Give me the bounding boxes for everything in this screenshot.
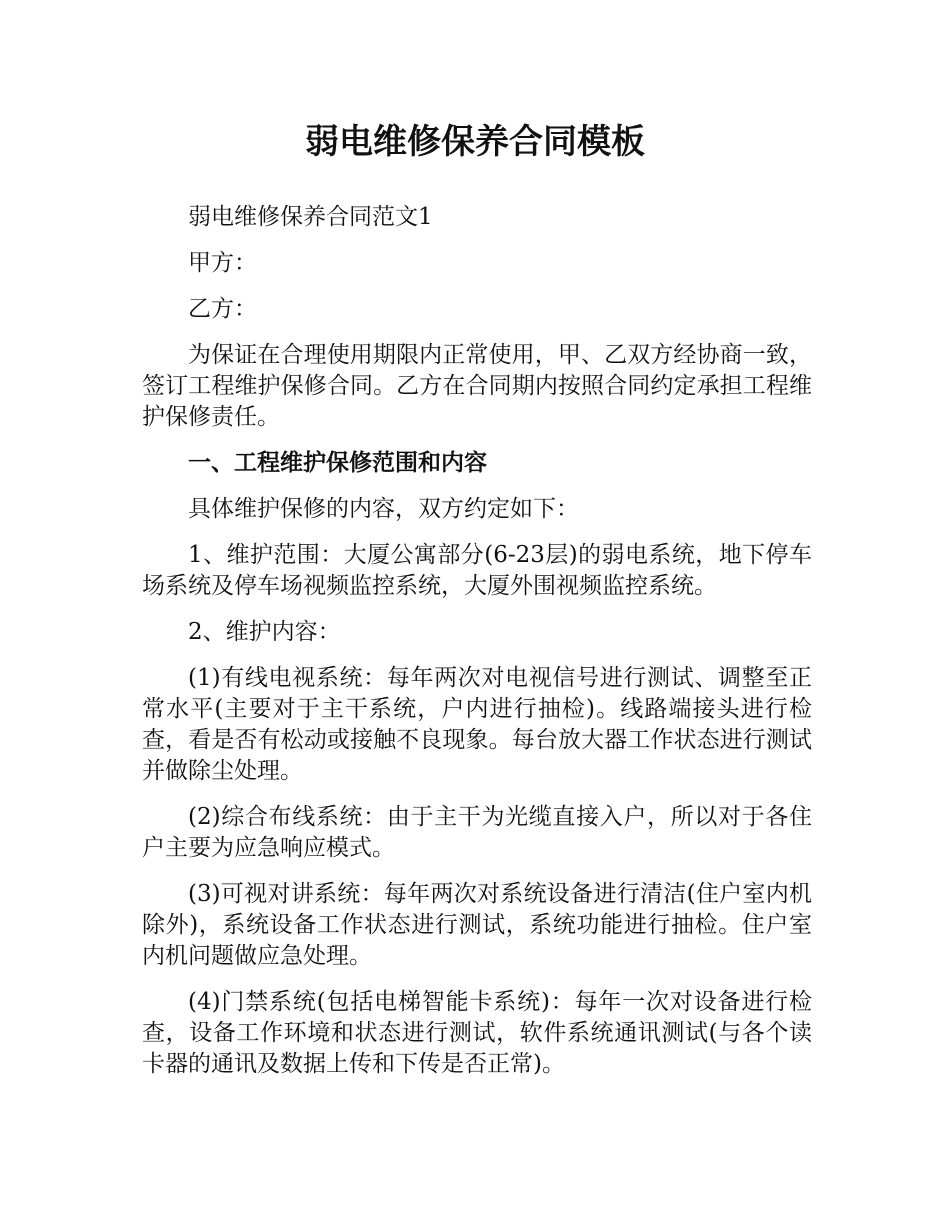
section-heading: 一、工程维护保修范围和内容 [188, 450, 487, 476]
subtitle-paragraph: 弱电维修保养合同范文1 [188, 204, 433, 230]
document-title: 弱电维修保养合同模板 [305, 122, 645, 162]
content-intro-paragraph: 具体维护保修的内容，双方约定如下： [188, 496, 579, 522]
intercom-paragraph: (3)可视对讲系统：每年两次对系统设备进行清洁(住户室内机除外)，系统设备工作状态进行测试，系统功能进行抽检。住户室内机问题做应急处理。 [142, 881, 812, 969]
access-control-paragraph: (4)门禁系统(包括电梯智能卡系统)：每年一次对设备进行检查，设备工作环境和状态进行测试，软件系统通讯测试(与各个读卡器的通讯及数据上传和下传是否正常)。 [142, 989, 812, 1077]
cabling-paragraph: (2)综合布线系统：由于主干为光缆直接入户，所以对于各住户主要为应急响应模式。 [142, 804, 812, 861]
document-body [142, 202, 812, 1095]
maintenance-content-label: 2、维护内容： [188, 619, 341, 645]
party-a-line: 甲方： [188, 250, 257, 276]
party-b-line: 乙方： [188, 296, 257, 322]
maintenance-scope-paragraph: 1、维护范围：大厦公寓部分(6-23层)的弱电系统，地下停车场系统及停车场视频监控系统，大厦外围视频监控系统。 [142, 542, 812, 599]
cable-tv-paragraph: (1)有线电视系统：每年两次对电视信号进行测试、调整至正常水平(主要对于主干系统，户内进行抽检)。线路端接头进行检查，看是否有松动或接触不良现象。每台放大器工作状态进行测试并做除尘处理。 [142, 665, 812, 784]
intro-paragraph: 为保证在合理使用期限内正常使用，甲、乙双方经协商一致，签订工程维护保修合同。乙方在合同期内按照合同约定承担工程维护保修责任。 [142, 342, 812, 430]
